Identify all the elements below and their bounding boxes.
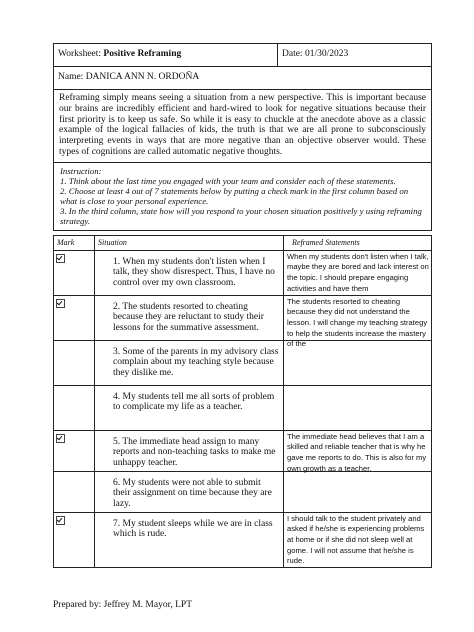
mark-cell[interactable] [54, 340, 95, 385]
table-row [54, 295, 432, 340]
reframed-statement [284, 386, 431, 387]
table-row [54, 385, 432, 430]
mark-cell[interactable] [54, 250, 95, 295]
situation-cell: 6. My students were not able to submit their assignment on time because they are lazy. [95, 471, 284, 512]
checkmark-icon [56, 254, 65, 263]
reframed-cell[interactable] [284, 295, 432, 349]
student-name: Name: DANICA ANN N. ORDOÑA [54, 67, 432, 90]
checkmark-icon [56, 299, 65, 308]
reframed-statement: I should talk to the student privately and asked if he/she is experiencing problems at home or if she did not sleep well at gome. I will not assume that he/she is rude. [287, 513, 425, 566]
header-table [53, 43, 432, 67]
name-table [53, 67, 432, 90]
checkmark-icon [56, 516, 65, 525]
mark-cell[interactable] [54, 385, 95, 430]
column-headers [54, 235, 432, 250]
situation-cell: 5. The immediate head assign to many reports and non-teaching tasks to make me unhappy teacher. [95, 430, 284, 471]
worksheet-title-cell [54, 44, 278, 67]
column-header-mark: Mark [54, 235, 95, 250]
intro-paragraph: Reframing simply means seeing a situation from a new perspective. This is important because our brains are incredibly efficient and hard-wired to look for negative situations because their first priority is to keep us safe. So while it is easy to chuckle at the anecdote above as a classic example of the logical fallacies of kids, the truth is that we are all prone to subconsciously interpreting events in ways that are more negative than an objective observer would. These types of cognitions are called automatic negative thoughts. [54, 90, 432, 162]
reframed-cell[interactable] [284, 385, 432, 430]
column-header-reframed: Reframed Statements [284, 235, 432, 250]
worksheet-label: Worksheet: [58, 49, 102, 59]
intro-table [53, 90, 432, 163]
table-row [54, 512, 432, 567]
instruction-item-3: 3. In the third column, state how will you respond to your chosen situation positively y using reframing strategy. [60, 205, 422, 226]
situation-cell: 3. Some of the parents in my advisory class complain about my teaching style because they dislike me. [95, 340, 284, 385]
instructions-heading: Instruction: [60, 165, 102, 176]
reframed-statement [284, 341, 431, 342]
worksheet [53, 43, 432, 568]
instructions-box [54, 163, 432, 231]
statements-table [53, 235, 432, 568]
situation-cell: 2. The students resorted to cheating because they are reluctant to study their lessons for the summative assessment. [95, 295, 284, 340]
table-row [54, 340, 432, 385]
checkmark-icon [56, 434, 65, 443]
mark-cell[interactable] [54, 512, 95, 567]
reframed-statement: The students resorted to cheating because they did not understand the lesson. I will change my teaching strategy to help the students increase the mastery of the [287, 296, 428, 349]
situation-cell: 7. My student sleeps while we are in class which is rude. [95, 512, 284, 567]
date-cell: Date: 01/30/2023 [278, 44, 432, 67]
instruction-item-1: 1. Think about the last time you engaged with your team and consider each of these statements. [60, 175, 396, 186]
situation-cell: 4. My students tell me all sorts of problem to complicate my life as a teacher. [95, 385, 284, 430]
table-row [54, 471, 432, 512]
prepared-by: Prepared by: Jeffrey M. Mayor, LPT [53, 600, 193, 610]
mark-cell[interactable] [54, 471, 95, 512]
reframed-cell[interactable] [284, 430, 432, 471]
instruction-item-2: 2. Choose at least 4 out of 7 statements below by putting a check mark in the first column based on what is close to your personal experience. [60, 185, 409, 206]
reframed-statement: When my students don't listen when I talk, maybe they are bored and lack interest on the topic. I should prepare engaging activities and have them [287, 251, 429, 293]
reframed-statement: The immediate head believes that I am a skilled and reliable teacher that is why he gave me reports to do. This is also for my own growth as a teacher. [287, 431, 427, 473]
reframed-cell[interactable] [284, 512, 432, 567]
reframed-cell[interactable] [284, 250, 432, 295]
mark-cell[interactable] [54, 430, 95, 471]
table-row [54, 250, 432, 295]
instructions-table [53, 163, 432, 231]
situation-cell: 1. When my students don't listen when I talk, they show disrespect. Thus, I have no control over my own classroom. [95, 250, 284, 295]
column-header-situation: Situation [95, 235, 284, 250]
worksheet-title: Positive Reframing [103, 49, 182, 59]
table-row [54, 430, 432, 471]
mark-cell[interactable] [54, 295, 95, 340]
reframed-cell[interactable] [284, 471, 432, 512]
